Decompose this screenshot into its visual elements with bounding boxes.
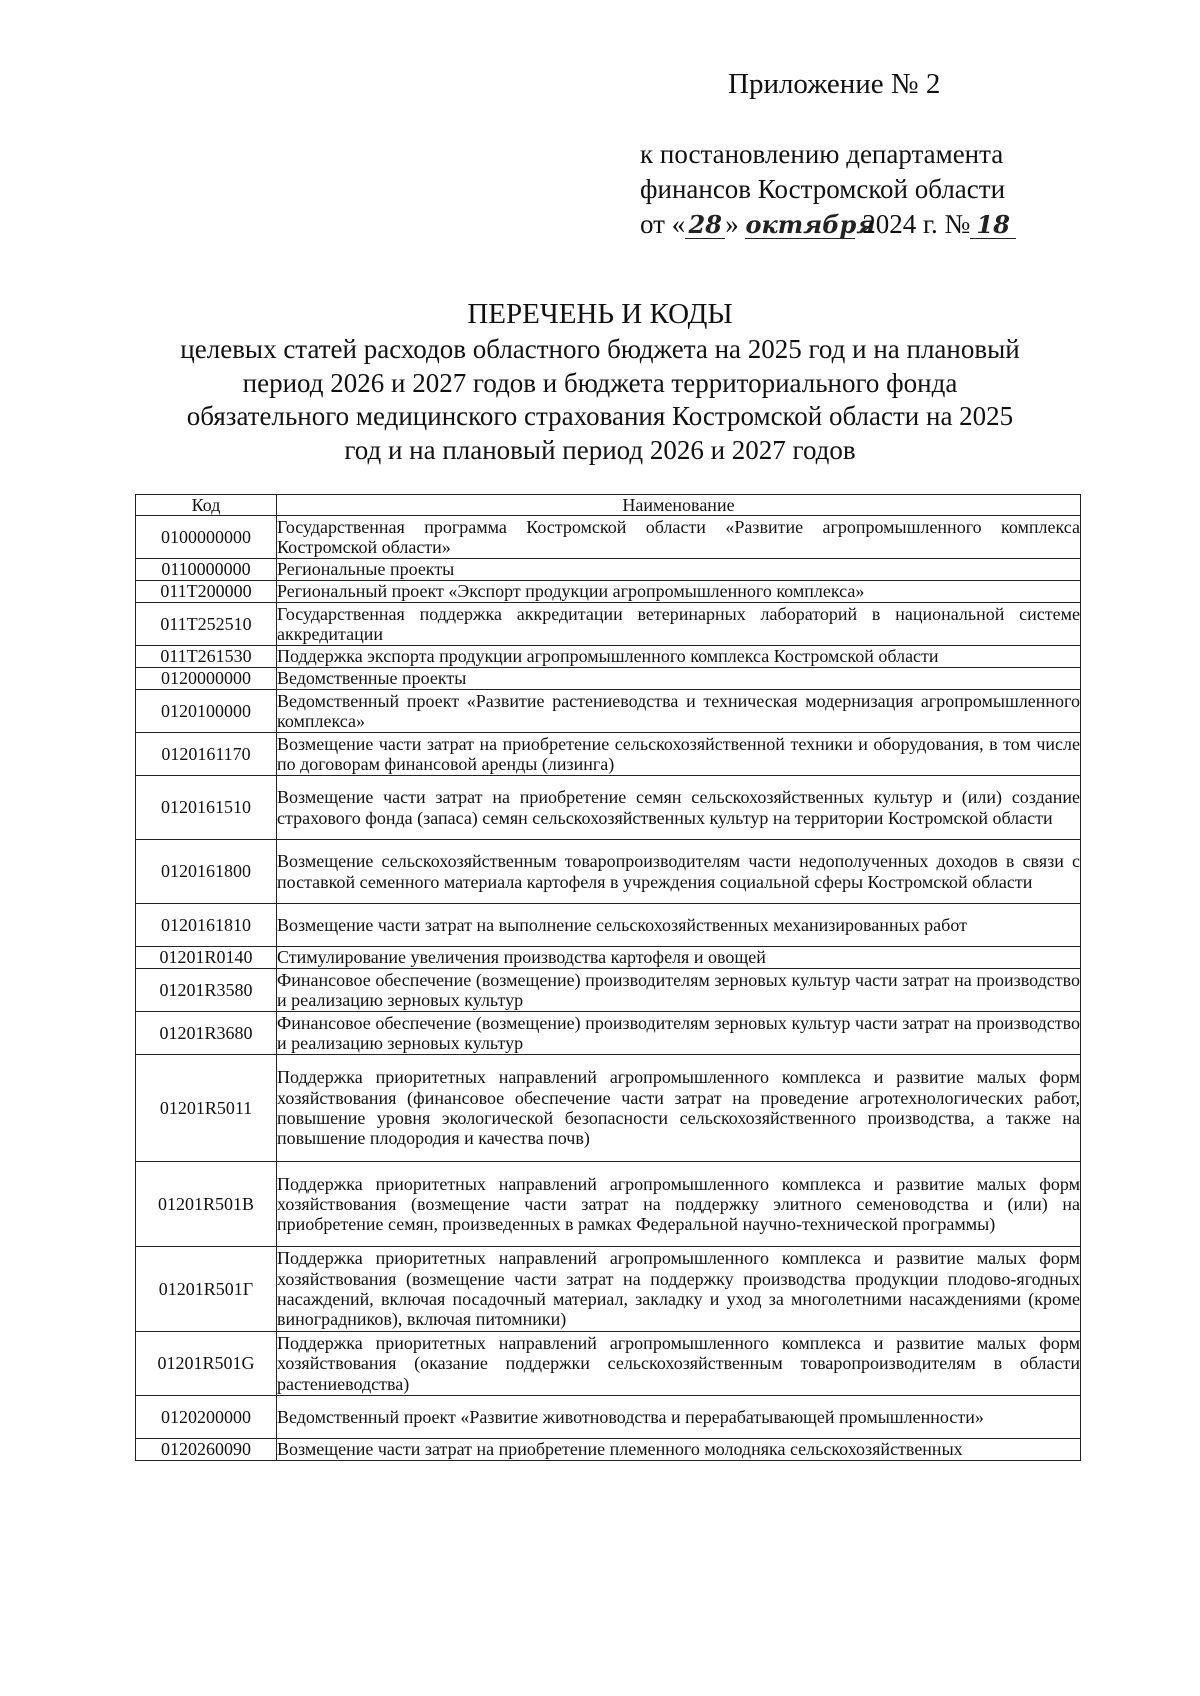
row-code: 0120161170 xyxy=(136,733,277,776)
appendix-label: Приложение № 2 xyxy=(728,68,941,100)
doc-number-handwritten: 18 xyxy=(970,212,1016,239)
row-code: 01201R501G xyxy=(136,1332,277,1396)
date-prefix: от « xyxy=(640,209,686,239)
subtitle-line: год и на плановый период 2026 и 2027 годов xyxy=(344,434,856,465)
row-name: Финансовое обеспечение (возмещение) производителям зерновых культур части затрат на производство и реализацию зерновых культур xyxy=(277,969,1080,1010)
table-row xyxy=(136,1055,1081,1162)
row-code: 01201R3580 xyxy=(136,969,277,1012)
column-header-name: Наименование xyxy=(277,495,1081,516)
decree-reference xyxy=(640,137,1016,242)
table-row xyxy=(136,1247,1081,1332)
row-name: Поддержка приоритетных направлений агропромышленного комплекса и развитие малых форм хозяйствования (оказание поддержки сельскохозяйственным товаропроизводителям в области растениеводства) xyxy=(277,1333,1080,1394)
date-suffix: 2024 г. № xyxy=(855,209,971,239)
row-name: Стимулирование увеличения производства картофеля и овощей xyxy=(277,947,1081,969)
table-row xyxy=(136,581,1081,603)
row-name: Поддержка экспорта продукции агропромышленного комплекса Костромской области xyxy=(277,646,1081,668)
column-header-code: Код xyxy=(136,495,277,516)
row-name: Возмещение части затрат на выполнение сельскохозяйственных механизированных работ xyxy=(277,904,1081,947)
row-name: Региональный проект «Экспорт продукции агропромышленного комплекса» xyxy=(277,581,1081,603)
row-code: 011Т261530 xyxy=(136,646,277,668)
codes-table xyxy=(135,494,1081,1461)
subtitle-line: целевых статей расходов областного бюджета на 2025 год и на плановый xyxy=(180,334,1020,364)
table-row xyxy=(136,776,1081,840)
row-code: 011Т200000 xyxy=(136,581,277,603)
row-code: 01201R501Г xyxy=(136,1247,277,1332)
document-subtitle xyxy=(80,333,1120,467)
table-row xyxy=(136,690,1081,733)
row-code: 01201R3680 xyxy=(136,1012,277,1055)
row-name: Государственная программа Костромской области «Развитие агропромышленного комплекса Костромской области» xyxy=(277,516,1080,557)
row-code: 0120000000 xyxy=(136,668,277,690)
table-row xyxy=(136,733,1081,776)
subtitle-line: период 2026 и 2027 годов и бюджета территориального фонда xyxy=(242,367,958,398)
row-code: 0120161510 xyxy=(136,776,277,840)
table-row xyxy=(136,603,1081,646)
table-row xyxy=(136,1396,1081,1439)
row-name: Поддержка приоритетных направлений агропромышленного комплекса и развитие малых форм хозяйствования (возмещение части затрат на поддержку производства продукции плодово-ягодных насаждений, включая посадочный материал, закладку и уход за многолетними насаждениями (кроме виноградников), включая питомники) xyxy=(277,1247,1081,1332)
row-name: Возмещение сельскохозяйственным товаропроизводителям части недополученных доходов в связи с поставкой семенного материала картофеля в учреждения социальной сферы Костромской области xyxy=(277,840,1081,904)
decree-date-line xyxy=(640,207,1016,242)
row-code: 01201R501B xyxy=(136,1162,277,1247)
row-name: Ведомственный проект «Развитие животноводства и перерабатывающей промышленности» xyxy=(277,1396,1081,1439)
table-row xyxy=(136,646,1081,668)
row-code: 0120161800 xyxy=(136,840,277,904)
table-row xyxy=(136,969,1081,1012)
row-code: 01201R5011 xyxy=(136,1055,277,1162)
table-row xyxy=(136,1439,1081,1461)
row-name: Поддержка приоритетных направлений агропромышленного комплекса и развитие малых форм хозяйствования (финансовое обеспечение части затрат на проведение агротехнологических работ, повышение уровня экологической безопасности сельскохозяйственного производства, а также на повышение плодородия и качества почв) xyxy=(277,1055,1081,1162)
date-day-handwritten: 28 xyxy=(685,212,725,239)
table-row xyxy=(136,1162,1081,1247)
row-name: Государственная поддержка аккредитации ветеринарных лабораторий в национальной системе аккредитации xyxy=(277,603,1080,644)
subtitle-line: обязательного медицинского страхования Костромской области на 2025 xyxy=(186,401,1014,431)
table-row xyxy=(136,1332,1081,1396)
table-row xyxy=(136,947,1081,969)
row-name: Возмещение части затрат на приобретение племенного молодняка сельскохозяйственных xyxy=(277,1439,1081,1461)
row-code: 0120260090 xyxy=(136,1439,277,1461)
table-header-row xyxy=(136,495,1081,516)
row-name: Ведомственный проект «Развитие растениеводства и техническая модернизация агропромышленного комплекса» xyxy=(277,690,1080,731)
row-name: Ведомственные проекты xyxy=(277,668,1081,690)
row-code: 0100000000 xyxy=(136,516,277,559)
row-name: Возмещение части затрат на приобретение сельскохозяйственной техники и оборудования, в том числе по договорам финансовой аренды (лизинга) xyxy=(277,733,1080,774)
table-row xyxy=(136,1012,1081,1055)
row-name: Региональные проекты xyxy=(277,559,1081,581)
table-row xyxy=(136,559,1081,581)
row-code: 0120100000 xyxy=(136,690,277,733)
table-row xyxy=(136,516,1081,559)
row-name: Поддержка приоритетных направлений агропромышленного комплекса и развитие малых форм хозяйствования (возмещение части затрат на поддержку элитного семеноводства и (или) на приобретение семян, произведенных в рамках Федеральной научно-технической программы) xyxy=(277,1162,1081,1247)
date-mid: » xyxy=(725,209,746,239)
decree-ref-line-2: финансов Костромской области xyxy=(640,174,1006,204)
table-row xyxy=(136,668,1081,690)
table-row xyxy=(136,904,1081,947)
document-title: ПЕРЕЧЕНЬ И КОДЫ xyxy=(467,298,733,330)
decree-ref-line-1: к постановлению департамента xyxy=(640,139,1004,169)
row-code: 0120200000 xyxy=(136,1396,277,1439)
row-code: 01201R0140 xyxy=(136,947,277,969)
row-code: 0110000000 xyxy=(136,559,277,581)
date-month-handwritten: октября xyxy=(745,210,876,239)
row-code: 0120161810 xyxy=(136,904,277,947)
row-code: 011Т252510 xyxy=(136,603,277,646)
table-row xyxy=(136,840,1081,904)
row-name: Финансовое обеспечение (возмещение) производителям зерновых культур части затрат на производство и реализацию зерновых культур xyxy=(277,1012,1080,1053)
row-name: Возмещение части затрат на приобретение семян сельскохозяйственных культур и (или) создание страхового фонда (запаса) семян сельскохозяйственных культур на территории Костромской области xyxy=(277,776,1081,840)
